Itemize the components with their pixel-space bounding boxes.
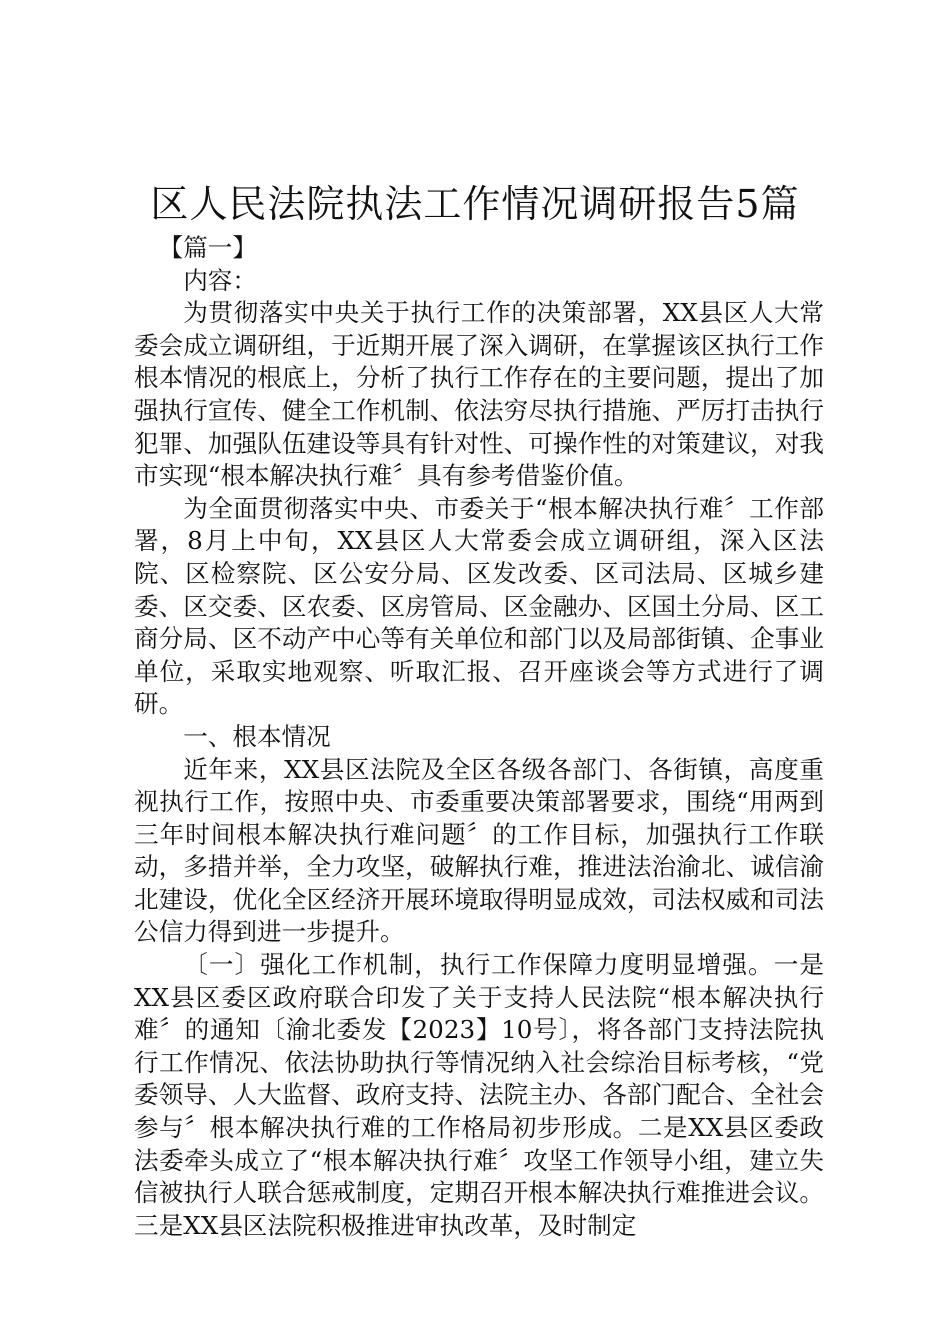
document-body (134, 232, 824, 1242)
paragraph: 〔一〕强化工作机制，执行工作保障力度明显增强。一是XX县区委区政府联合印发了关于支持人民法院“根本解决执行难〞的通知〔渝北委发【2023】10号〕，将各部门支持法院执行工作情况、依法协助执行等情况纳入社会综治目标考核，“党委领导、人大监督、政府支持、法院主办、各部门配合、全社会参与〞根本解决执行难的工作格局初步形成。二是XX县区委政法委牵头成立了“根本解决执行难〞攻坚工作领导小组，建立失信被执行人联合惩戒制度，定期召开根本解决执行难推进会议。三是XX县区法院积极推进审执改革，及时制定 (134, 950, 824, 1240)
section-heading: 一、根本情况 (183, 721, 331, 751)
paragraph: 近年来，XX县区法院及全区各级各部门、各街镇，高度重视执行工作，按照中央、市委重要决策部署要求，围绕“用两到三年时间根本解决执行难问题〞的工作目标，加强执行工作联动，多措并举，全力攻坚，破解执行难，推进法治渝北、诚信渝北建设，优化全区经济开展环境取得明显成效，司法权威和司法公信力得到进一步提升。 (134, 754, 824, 947)
content-label: 内容： (183, 265, 257, 295)
document-title: 区人民法院执法工作情况调研报告5篇 (150, 182, 800, 226)
paragraph: 为全面贯彻落实中央、市委关于“根本解决执行难〞工作部署，8月上中旬，XX县区人大常委会成立调研组，深入区法院、区检察院、区公安分局、区发改委、区司法局、区城乡建委、区交委、区农委、区房管局、区金融办、区国土分局、区工商分局、区不动产中心等有关单位和部门以及局部街镇、企事业单位，采取实地观察、听取汇报、召开座谈会等方式进行了调研。 (134, 493, 824, 719)
section-label: 【篇一】 (158, 233, 257, 262)
paragraph: 为贯彻落实中央关于执行工作的决策部署，XX县区人大常委会成立调研组，于近期开展了深入调研，在掌握该区执行工作根本情况的根底上，分析了执行工作存在的主要问题，提出了加强执行宣传、健全工作机制、依法穷尽执行措施、严厉打击执行犯罪、加强队伍建设等具有针对性、可操作性的对策建议，对我市实现“根本解决执行难〞具有参考借鉴价值。 (134, 298, 824, 491)
